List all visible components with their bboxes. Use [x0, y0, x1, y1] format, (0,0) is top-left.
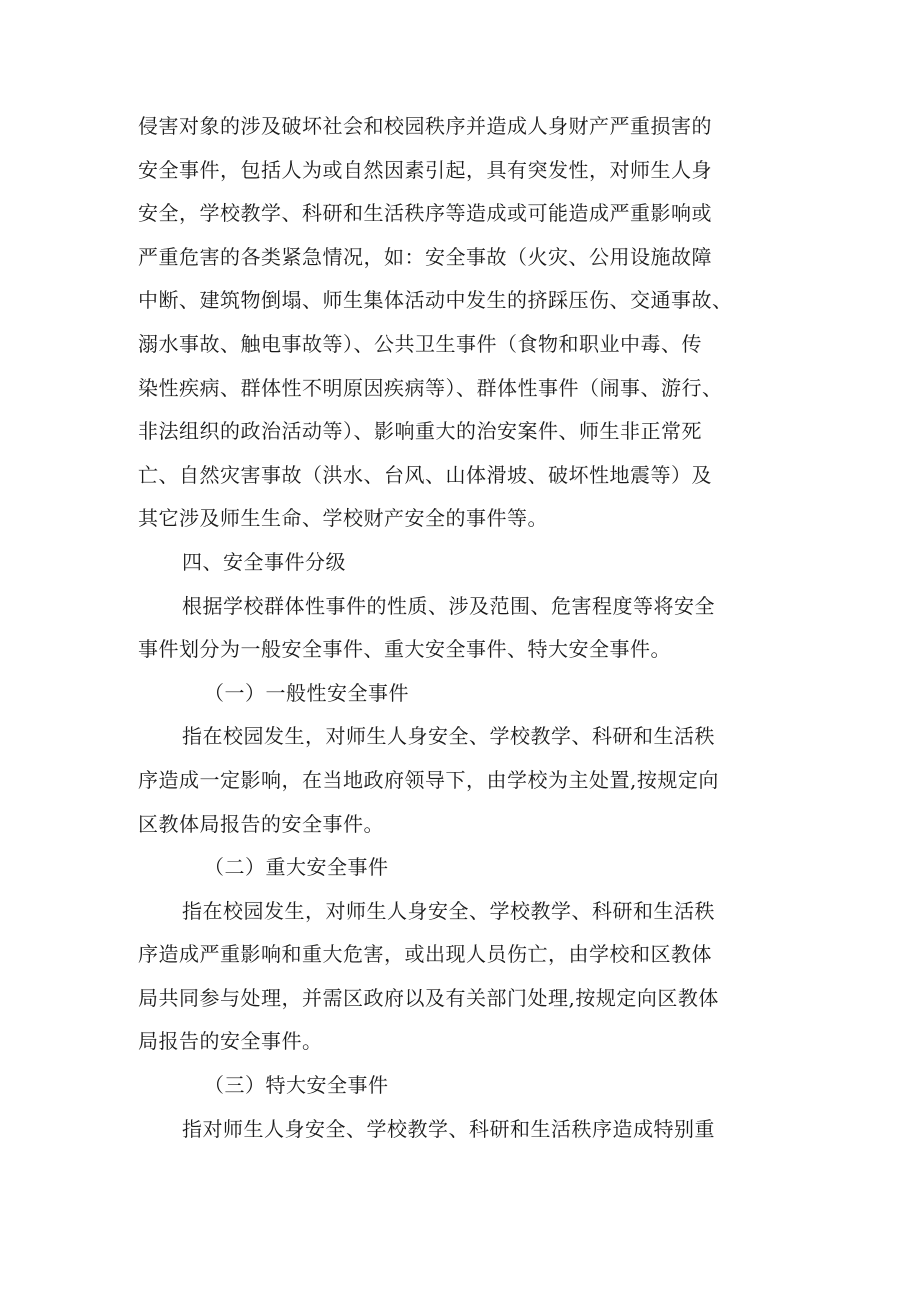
subsection-heading: （二）重大安全事件 [204, 855, 389, 880]
text-line: 侵害对象的涉及破坏社会和校园秩序并造成人身财产严重损害的 [138, 114, 712, 138]
text-line: 其它涉及师生生命、学校财产安全的事件等。 [138, 506, 548, 531]
text-line: 安全事件，包括人为或自然因素引起，具有突发性，对师生人身 [138, 157, 712, 182]
text-line: 区教体局报告的安全事件。 [138, 811, 384, 836]
subsection-heading: （一）一般性安全事件 [204, 680, 409, 705]
text-line: 序造成一定影响，在当地政府领导下，由学校为主处置,按规定向 [138, 767, 719, 792]
text-line: 非法组织的政治活动等）、影响重大的治安案件、师生非正常死 [138, 419, 702, 444]
document-body [138, 105, 798, 1151]
text-line: 亡、自然灾害事故（洪水、台风、山体滑坡、破坏性地震等）及 [138, 462, 712, 487]
text-line: 局报告的安全事件。 [138, 1029, 323, 1054]
text-line: 严重危害的各类紧急情况，如：安全事故（火灾、公用设施故障 [138, 244, 712, 269]
text-line: 溺水事故、触电事故等）、公共卫生事件（食物和职业中毒、传 [138, 331, 702, 356]
text-line: 安全，学校教学、科研和生活秩序等造成或可能造成严重影响或 [138, 201, 712, 226]
text-line: 指对师生人身安全、学校教学、科研和生活秩序造成特别重 [182, 1116, 715, 1141]
text-line: 局共同参与处理，并需区政府以及有关部门处理,按规定向区教体 [138, 985, 719, 1010]
text-line: 染性疾病、群体性不明原因疾病等）、群体性事件（闹事、游行、 [138, 375, 723, 400]
text-line: 事件划分为一般安全事件、重大安全事件、特大安全事件。 [138, 637, 671, 662]
text-line: 指在校园发生，对师生人身安全、学校教学、科研和生活秩 [182, 724, 715, 749]
text-line: 指在校园发生，对师生人身安全、学校教学、科研和生活秩 [182, 898, 715, 923]
section-heading: 四、安全事件分级 [182, 549, 346, 574]
text-line: 中断、建筑物倒塌、师生集体活动中发生的挤踩压伤、交通事故、 [138, 288, 733, 313]
subsection-heading: （三）特大安全事件 [204, 1073, 389, 1098]
text-line: 序造成严重影响和重大危害，或出现人员伤亡，由学校和区教体 [138, 942, 712, 967]
text-line: 根据学校群体性事件的性质、涉及范围、危害程度等将安全 [182, 593, 715, 618]
